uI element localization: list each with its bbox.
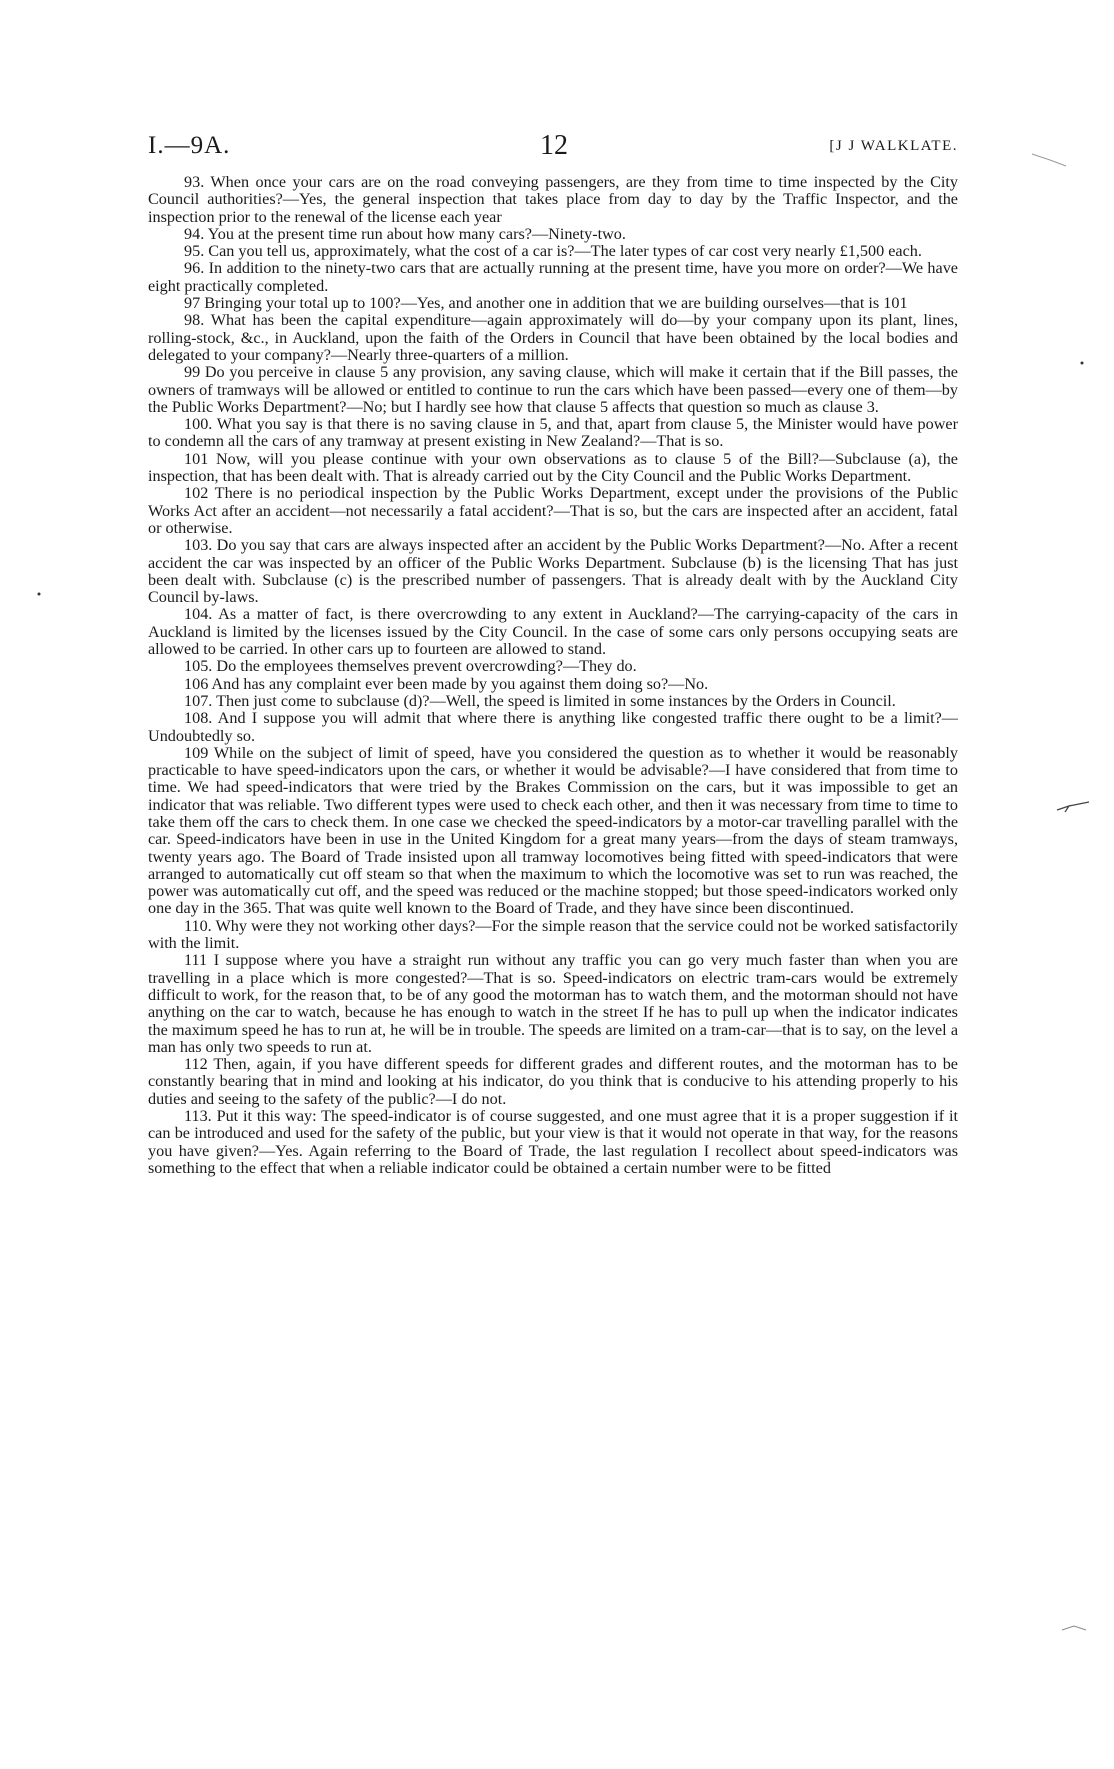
paragraph-102: 102 There is no periodical inspection by the Public Works Department, except under the provisions of the Public Works Act after an accident—not necessarily a fatal accident?—That is so, but the cars are inspected after an accident, fatal or otherwise. [148,484,958,537]
paragraph-106: 106 And has any complaint ever been made by you against them doing so?—No. [184,674,709,693]
paragraph-109: 109 While on the subject of limit of speed, have you considered the question as to whether it would be reasonably practicable to have speed-indicators upon the cars, or whether it would be advisable?—I have considered that from time to time. We had speed-indicators that were tried by the Brakes Commission on the cars, but it was impossible to get an indicator that was reliable. Two different types were used to check each other, and then it was necessary from time to time to take them off the cars to check them. In one case we checked the speed-indicators by a motor-car travelling parallel with the car. Speed-indicators have been in use in the United Kingdom for a great many years—from the days of steam tramways, twenty years ago. The Board of Trade insisted upon all tramway locomotives being fitted with speed-indicators that were arranged to automatically cut off steam so that when the maximum to which the locomotive was set to run was reached, the power was automatically cut off, and the speed was reduced or the machine stopped; but those speed-indicators worked only one day in the 365. That was quite well known to the Board of Trade, and they have since been discontinued. [148,743,958,918]
body-text [148,174,958,1177]
page-number: 12 [540,130,568,161]
paragraph-98: 98. What has been the capital expenditure—again approximately will do—by your company upon its plant, lines, rolling-stock, &c., in Auckland, upon the faith of the Orders in Council that have been obtained by the local bodies and delegated to your company?—Nearly three-quarters of a million. [148,311,958,364]
paragraph-113: 113. Put it this way: The speed-indicator is of course suggested, and one must agree that it is a proper suggestion if it can be introduced and used for the safety of the public, but your view is that it would not operate in that way, for the reasons you have given?—Yes. Again referring to the Board of Trade, the last regulation I recollect about speed-indicators was something to the effect that when a reliable indicator could be obtained a certain number were to be fitted [148,1107,958,1177]
paragraph-99: 99 Do you perceive in clause 5 any provision, any saving clause, which will make it certain that if the Bill passes, the owners of tramways will be allowed or entitled to continue to run the cars which have been passed—every one of them—by the Public Works Department?—No; but I hardly see how that clause 5 affects that question so much as clause 3. [148,363,958,416]
paragraph-111: 111 I suppose where you have a straight run without any traffic you can go very much faster than when you are travelling in a place which is more congested?—That is so. Speed-indicators on electric tram-cars would be extremely difficult to work, for the reason that, to be of any good the motorman has to watch them, and the motorman should not have anything on the car to watch, because he has enough to watch in the street If he has to pull up when the indicator indicates the maximum speed he has to run at, he will be in trouble. The speeds are limited on a tram-car—that is to say, on the level a man has only two speeds to run at. [148,951,958,1056]
paragraph-100: 100. What you say is that there is no saving clause in 5, and that, apart from clause 5, the Minister would have power to condemn all the cars of any tramway at present existing in New Zealand?—That is so. [148,415,958,451]
scan-dot-right [1079,360,1085,366]
paragraph-93: 93. When once your cars are on the road conveying passengers, are they from time to time inspected by the City Council authorities?—Yes, the general inspection that takes place from day to day by the Traffic Inspector, and the inspection prior to the renewal of the license each year [148,173,958,226]
paragraph-97: 97 Bringing your total up to 100?—Yes, and another one in addition that we are building ourselves—that is 101 [184,294,908,313]
paragraph-95: 95. Can you tell us, approximately, what the cost of a car is?—The later types of car cost very nearly £1,500 each. [184,242,922,261]
paragraph-105: 105. Do the employees themselves prevent overcrowding?—They do. [184,657,637,676]
scan-mark-right-bottom [1060,1620,1090,1636]
paragraph-101: 101 Now, will you please continue with your own observations as to clause 5 of the Bill?—Subclause (a), the inspection, that has been dealt with. That is already carried out by the City Council and the Public Works Department. [148,449,958,486]
scan-mark-right-middle [1055,798,1095,818]
scan-mark-top-right [1030,150,1070,170]
paragraph-103: 103. Do you say that cars are always inspected after an accident by the Public Works Department?—No. After a recent accident the car was inspected by an officer of the Public Works Department. Subclause (b) is the licensing That has just been dealt with. Subclause (c) is the prescribed number of passengers. That is already dealt with by the Auckland City Council by-laws. [148,536,958,607]
scan-dot-left [36,591,42,597]
paragraph-107: 107. Then just come to subclause (d)?—Well, the speed is limited in some instances by the Orders in Council. [184,691,896,710]
paragraph-94: 94. You at the present time run about how many cars?—Ninety-two. [184,224,626,243]
paragraph-110: 110. Why were they not working other days?—For the simple reason that the service could not be worked satisfactorily with the limit. [148,916,958,953]
paragraph-112: 112 Then, again, if you have different speeds for different grades and different routes, and the motorman has to be constantly bearing that in mind and looking at his indicator, do you think that is conducive to his attending properly to his duties and seeing to the safety of the public?—I do not. [148,1055,958,1108]
paragraph-96: 96. In addition to the ninety-two cars that are actually running at the present time, have you more on order?—We have eight practically completed. [148,259,958,295]
paragraph-108: 108. And I suppose you will admit that where there is anything like congested traffic there ought to be a limit?—Undoubtedly so. [148,709,958,745]
header-witness-name: [J J WALKLATE. [829,138,958,154]
page-header [148,130,958,170]
header-reference: I.—9A. [148,132,231,159]
paragraph-104: 104. As a matter of fact, is there overcrowding to any extent in Auckland?—The carrying-capacity of the cars in Auckland is limited by the licenses issued by the City Council. In the case of some cars only persons occupying seats are allowed to be carried. In other cars up to fourteen are allowed to stand. [148,605,958,659]
